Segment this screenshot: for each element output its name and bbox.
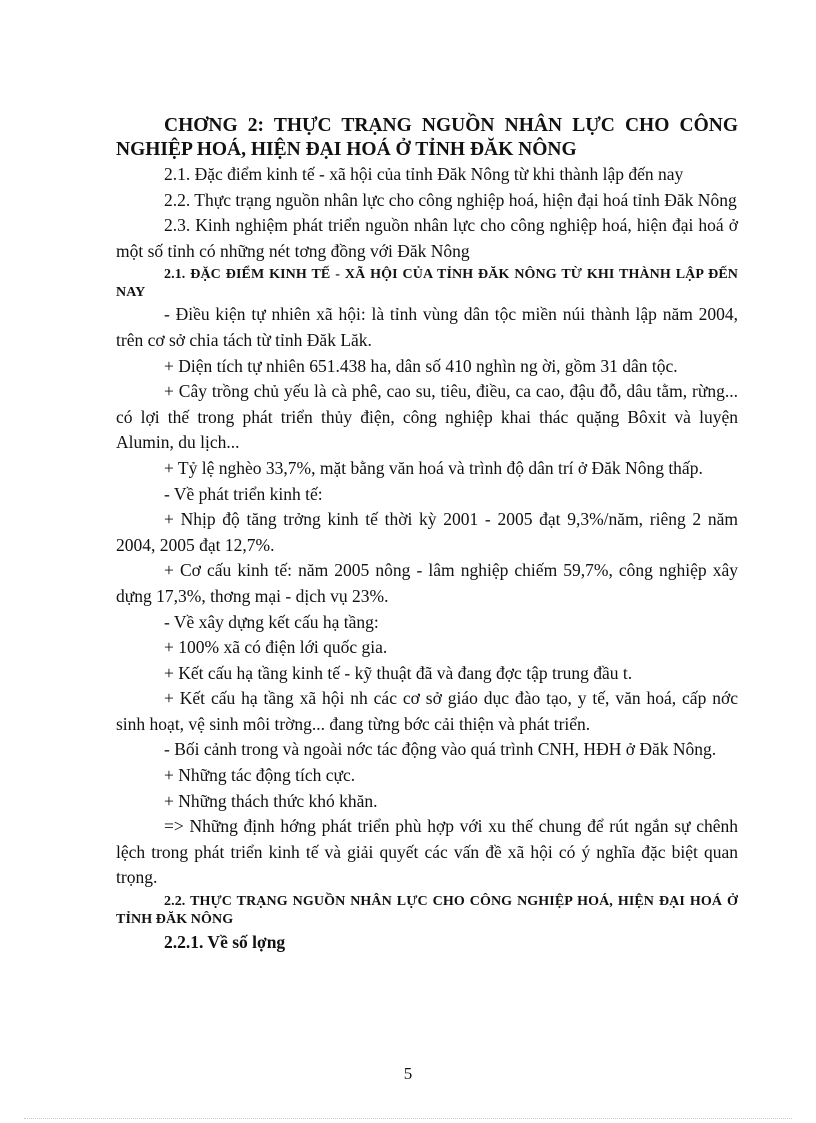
- body-paragraph: + Diện tích tự nhiên 651.438 ha, dân số 410 nghìn ng ời, gồm 31 dân tộc.: [164, 355, 678, 376]
- body-paragraph: + Kết cấu hạ tầng kinh tế - kỹ thuật đã và đang đợc tập trung đầu t.: [164, 662, 633, 683]
- body-paragraph: - Về xây dựng kết cấu hạ tầng:: [164, 611, 379, 632]
- body-paragraph: + Cơ cấu kinh tế: năm 2005 nông - lâm nghiệp chiếm 59,7%, công nghiệp xây dựng 17,3%, thơng mại - dịch vụ 23%.: [116, 560, 738, 606]
- toc-item: 2.2. Thực trạng nguồn nhân lực cho công nghiệp hoá, hiện đại hoá tỉnh Đăk Nông: [164, 189, 737, 210]
- body-paragraph: + Những tác động tích cực.: [164, 765, 356, 786]
- page-footer-divider: [24, 1118, 792, 1119]
- body-paragraph: + 100% xã có điện lới quốc gia.: [164, 637, 388, 658]
- toc-item: 2.1. Đặc điểm kinh tế - xã hội của tỉnh Đăk Nông từ khi thành lập đến nay: [164, 164, 684, 184]
- body-paragraph: + Cây trồng chủ yếu là cà phê, cao su, tiêu, điều, ca cao, đậu đỗ, dâu tằm, rừng... có lợi thế trong phát triển thủy điện, công nghiệp khai thác quặng Bôxit và luyện Alumin, du lịch...: [116, 381, 738, 453]
- body-paragraph: + Tỷ lệ nghèo 33,7%, mặt bằng văn hoá và trình độ dân trí ở Đăk Nông thấp.: [164, 457, 703, 478]
- toc-item: 2.3. Kinh nghiệm phát triển nguồn nhân lực cho công nghiệp hoá, hiện đại hoá ở một số tỉnh có những nét tơng đồng với Đăk Nông: [116, 215, 738, 261]
- section-heading: 2.2. THỰC TRẠNG NGUỒN NHÂN LỰC CHO CÔNG NGHIỆP HOÁ, HIỆN ĐẠI HOÁ Ở TỈNH ĐĂK NÔNG: [116, 894, 738, 928]
- body-paragraph: - Điều kiện tự nhiên xã hội: là tỉnh vùng dân tộc miền núi thành lập năm 2004, trên cơ sở chia tách từ tỉnh Đăk Lăk.: [116, 304, 738, 350]
- chapter-title: CHƠNG 2: THỰC TRẠNG NGUỒN NHÂN LỰC CHO CÔNG NGHIỆP HOÁ, HIỆN ĐẠI HOÁ Ở TỈNH ĐĂK NÔNG: [116, 115, 738, 160]
- body-paragraph: + Nhịp độ tăng trởng kinh tế thời kỳ 2001 - 2005 đạt 9,3%/năm, riêng 2 năm 2004, 2005 đạt 12,7%.: [116, 509, 738, 555]
- page-number: 5: [403, 1064, 413, 1083]
- section-heading: 2.1. ĐẶC ĐIỂM KINH TẾ - XÃ HỘI CỦA TỈNH ĐĂK NÔNG TỪ KHI THÀNH LẬP ĐẾN NAY: [116, 267, 738, 301]
- body-paragraph: + Kết cấu hạ tầng xã hội nh các cơ sở giáo dục đào tạo, y tế, văn hoá, cấp nớc sinh hoạt, vệ sinh môi trờng... đang từng bớc cải thiện và phát triển.: [116, 688, 738, 734]
- body-paragraph: + Những thách thức khó khăn.: [164, 790, 378, 811]
- body-paragraph: - Bối cảnh trong và ngoài nớc tác động vào quá trình CNH, HĐH ở Đăk Nông.: [164, 739, 717, 760]
- body-paragraph: - Về phát triển kinh tế:: [164, 483, 323, 504]
- body-paragraph: => Những định hớng phát triển phù hợp với xu thế chung để rút ngắn sự chênh lệch trong phát triển kinh tế và giải quyết các vấn đề xã hội có ý nghĩa đặc biệt quan trọng.: [116, 816, 738, 888]
- subsection-heading: 2.2.1. Về số lợng: [164, 932, 286, 953]
- page-body: [116, 114, 738, 955]
